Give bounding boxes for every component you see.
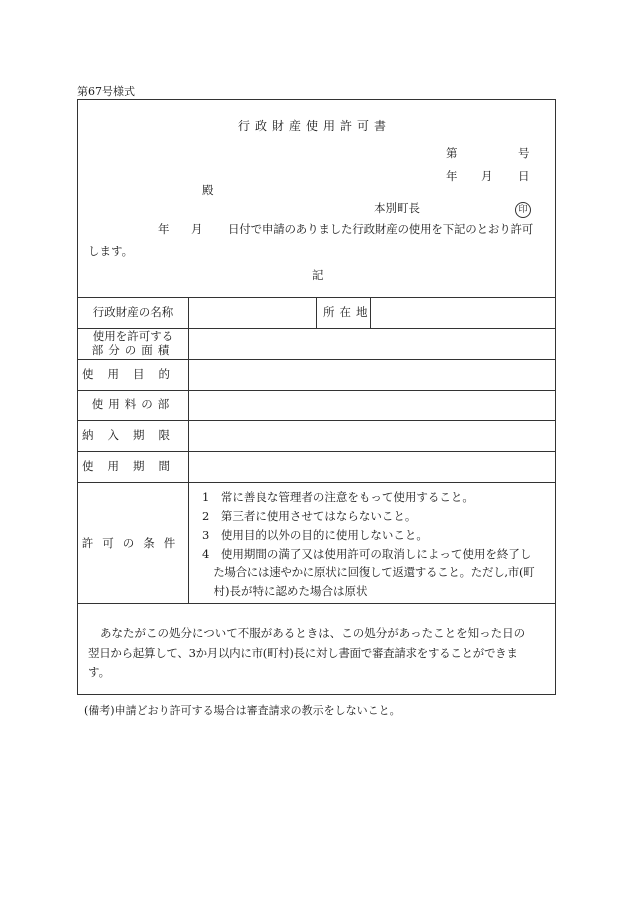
notice-line-1: あなたがこの処分について不服があるときは、この処分があったことを知った日の	[100, 626, 526, 640]
condition-4: 4 使用期間の満了又は使用許可の取消しによって使用を終了し	[202, 547, 532, 561]
row-area-label-2: 部分の面積	[91, 343, 175, 357]
date-day: 日	[518, 169, 530, 183]
row-deadline-label: 納入期限	[82, 428, 184, 442]
row-fee-label: 使用料の部	[91, 397, 175, 411]
notice-line-3: す。	[88, 665, 111, 679]
row-location-label: 所在地	[323, 305, 373, 319]
date-month: 月	[481, 169, 493, 183]
row-area-label-1: 使用を許可する	[92, 329, 174, 343]
condition-1: 1 常に善良な管理者の注意をもって使用すること。	[202, 490, 474, 504]
condition-4-cont: た場合には速やかに原状に回復して返還すること。ただし,市(町	[202, 565, 535, 579]
condition-3: 3 使用目的以外の目的に使用しないこと。	[202, 528, 428, 542]
body-month: 月	[191, 222, 203, 236]
seal-mark: 印	[515, 202, 531, 218]
body-line-2: します。	[88, 244, 134, 258]
body-year: 年	[158, 222, 170, 236]
row-purpose-label: 使用目的	[82, 367, 184, 381]
document-title: 行政財産使用許可書	[238, 119, 392, 133]
permit-form	[77, 99, 556, 695]
notice-line-2: 翌日から起算して、3か月以内に市(町村)長に対し書面で審査請求をすることができま	[88, 646, 518, 660]
addressee-suffix: 殿	[202, 183, 214, 197]
condition-2: 2 第三者に使用させてはならないこと。	[202, 509, 417, 523]
footnote: (備考)申請どおり許可する場合は審査請求の教示をしないこと。	[84, 704, 401, 717]
row-conditions-label: 許可の条件	[81, 536, 185, 550]
row-period-label: 使用期間	[82, 459, 184, 473]
issuer: 本別町長	[374, 201, 420, 215]
date-year: 年	[446, 169, 458, 183]
number-prefix: 第	[446, 146, 458, 160]
form-number: 第67号様式	[77, 85, 135, 98]
number-suffix: 号	[518, 146, 530, 160]
ki-label: 記	[312, 268, 324, 282]
condition-4-end: 村)長が特に認めた場合は原状	[202, 584, 368, 598]
row-name-label: 行政財産の名称	[92, 305, 174, 319]
body-line-1: 日付で申請のありました行政財産の使用を下記のとおり許可	[228, 222, 534, 236]
